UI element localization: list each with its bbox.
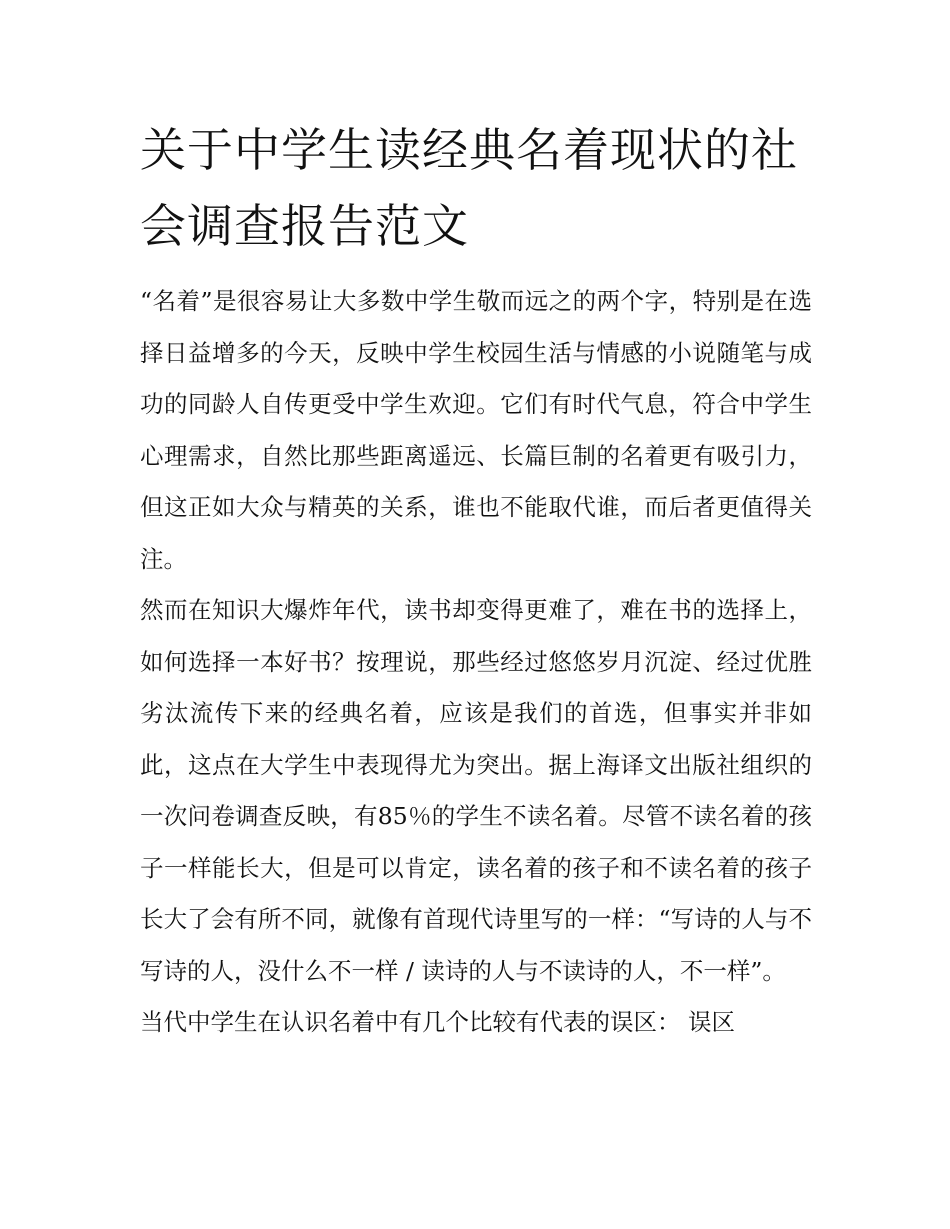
paragraph-3: 当代中学生在认识名着中有几个比较有代表的误区： 误区 <box>140 1008 735 1036</box>
paragraph-1: “名着”是很容易让大多数中学生敬而远之的两个字，特别是在选择日益增多的今天，反映中学生校园生活与情感的小说随笔与成功的同龄人自传更受中学生欢迎。它们有时代气息，符合中学生心理需求，自然比那些距离遥远、长篇巨制的名着更有吸引力，但这正如大众与精英的关系，谁也不能取代谁，而后者更值得关注。 <box>140 287 812 573</box>
document-title: 关于中学生读经典名着现状的社会调查报告范文 <box>140 123 798 253</box>
paragraph-2: 然而在知识大爆炸年代，读书却变得更难了，难在书的选择上，如何选择一本好书？按理说，那些经过悠悠岁月沉淀、经过优胜劣汰流传下来的经典名着，应该是我们的首选，但事实并非如此，这点在大学生中表现得尤为突出。据上海译文出版社组织的一次问卷调查反映，有85％的学生不读名着。尽管不读名着的孩子一样能长大，但是可以肯定，读名着的孩子和不读名着的孩子长大了会有所不同，就像有首现代诗里写的一样：“写诗的人与不写诗的人，没什么不一样 / 读诗的人与不读诗的人，不一样”。 <box>140 596 812 985</box>
document-page <box>140 112 812 1049</box>
